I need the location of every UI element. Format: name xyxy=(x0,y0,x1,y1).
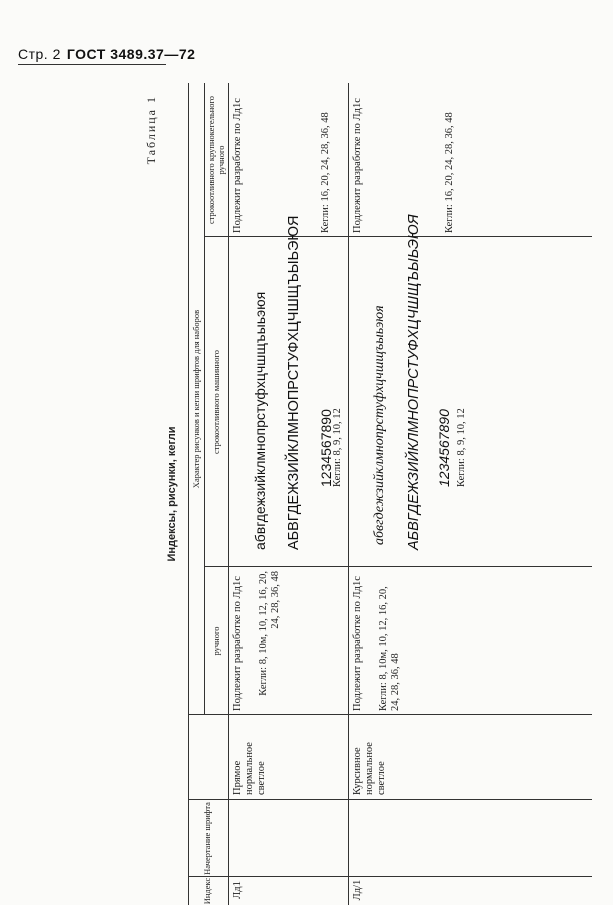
table-rule xyxy=(204,566,592,567)
table-rule xyxy=(188,876,592,877)
col-group-header: Характер рисунков и кегли шрифтов для наборов xyxy=(191,309,201,489)
row2-manual: Подлежит разработке по Лд1с xyxy=(352,576,363,711)
col-manual-header: ручного xyxy=(211,626,221,656)
row1-machine-sizes: Кегли: 8, 9, 10, 12 xyxy=(332,408,343,487)
row2-large: Подлежит разработке по Лд1с xyxy=(352,98,363,233)
header-rule xyxy=(18,64,166,65)
table-rule xyxy=(188,799,592,800)
row1-manual: Подлежит разработке по Лд1с xyxy=(232,576,243,711)
gost-number: ГОСТ 3489.37—72 xyxy=(66,46,196,62)
table-rule xyxy=(188,83,189,905)
row1-manual-sizes: Кегли: 8, 10м, 10, 12, 16, 20, 24, 28, 36, 48 xyxy=(258,571,281,696)
page-number: Стр. 2 xyxy=(18,46,61,62)
table-label: Таблица 1 xyxy=(144,95,158,165)
row1-large-sizes: Кегли: 16, 20, 24, 28, 36, 48 xyxy=(320,112,331,233)
table-rule xyxy=(228,83,229,905)
table-rule xyxy=(204,83,205,715)
row2-manual-sizes: Кегли: 8, 10м, 10, 12, 16, 20, 24, 28, 36, 48 xyxy=(378,586,401,711)
row1-large: Подлежит разработке по Лд1с xyxy=(232,98,243,233)
row2-sample-upper: АБВГДЕЖЗИЙКЛМНОПРСТУФХЦЧШЩЪЫЬЭЮЯ xyxy=(406,214,422,550)
table-rule xyxy=(188,714,592,715)
row2-name: Курсивное нормальное светлое xyxy=(352,742,387,795)
rotated-table xyxy=(122,83,592,905)
col-index-header: Индекс xyxy=(202,877,212,905)
row1-index: Лд1 xyxy=(232,881,243,899)
row2-large-sizes: Кегли: 16, 20, 24, 28, 36, 48 xyxy=(444,112,455,233)
row1-name: Прямое нормальное светлое xyxy=(232,742,267,795)
col-machine-header: строкоотливного машинного xyxy=(211,350,221,454)
col-large-header: строкоотливного крупнокегельного ручного xyxy=(206,95,226,225)
row2-index: Лд/1 xyxy=(352,879,363,901)
table-rule xyxy=(204,236,592,237)
col-name-header: Начертание шрифта xyxy=(202,802,212,875)
row1-sample-lower: абвгдежзийклмнопрстуфхцчшщъыьэюя xyxy=(252,291,268,550)
row2-machine-sizes: Кегли: 8, 9, 10, 12 xyxy=(456,408,467,487)
table-rule xyxy=(348,83,349,905)
row2-sample-lower: абвгдежзийклмнопрстуфхцчшщъыьэюя xyxy=(372,305,387,545)
page-header xyxy=(18,46,195,62)
row2-sample-digits: 1234567890 xyxy=(436,409,452,487)
table-title: Индексы, рисунки, кегли xyxy=(166,426,178,562)
row1-sample-digits: 1234567890 xyxy=(318,409,334,487)
row1-sample-upper: АБВГДЕЖЗИЙКЛМНОПРСТУФХЦЧШЩЪЫЬЭЮЯ xyxy=(286,215,302,550)
